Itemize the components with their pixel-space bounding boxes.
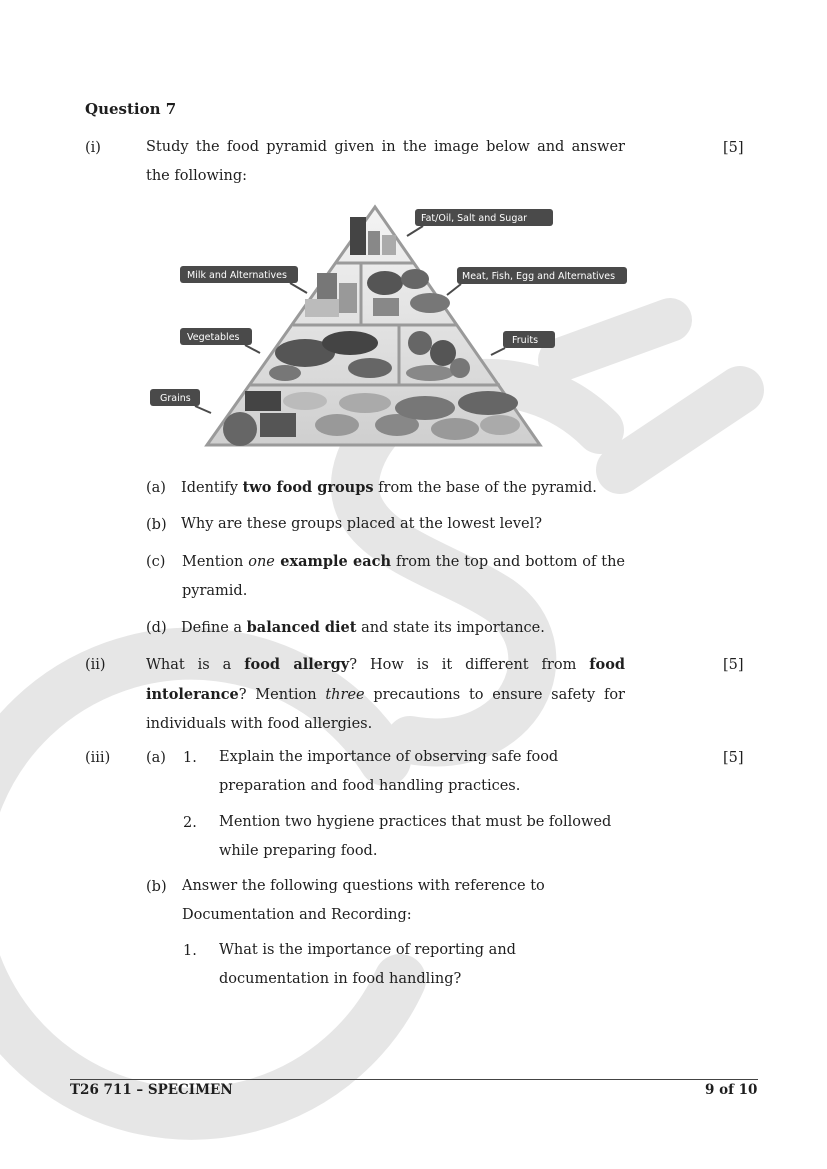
sub-c-number: (c) <box>146 554 166 570</box>
label-milk: Milk and Alternatives <box>187 270 287 281</box>
part-iii-a-number: (a) <box>146 750 166 766</box>
label-fruits: Fruits <box>512 335 539 346</box>
sub-b-number: (b) <box>146 517 167 533</box>
part-iii-b-text: Answer the following questions with reference to Documentation and Recording: <box>182 878 545 923</box>
part-i-number: (i) <box>85 140 101 156</box>
part-iii-a-2-number: 2. <box>183 815 197 831</box>
sub-a-text: Identify two food groups from the base of the pyramid. <box>181 479 597 496</box>
part-i-text: Study the food pyramid given in the image below and answer the following: <box>146 139 625 184</box>
part-ii-number: (ii) <box>85 657 106 673</box>
sub-c-text: Mention one example each from the top and bottom of the pyramid. <box>182 553 625 599</box>
footer-page-number: 9 of 10 <box>705 1082 758 1098</box>
part-iii-marks: [5] <box>723 750 744 766</box>
part-ii-text: What is a food allergy? How is it different from food intolerance? Mention three precautions to ensure safety for individuals with food allergies. <box>146 656 626 732</box>
label-vegetables: Vegetables <box>187 332 240 343</box>
sub-d-number: (d) <box>146 620 167 636</box>
footer-divider <box>70 1079 758 1080</box>
label-grains: Grains <box>160 393 191 404</box>
question-title: Question 7 <box>85 100 177 118</box>
part-i-marks: [5] <box>723 140 744 156</box>
sub-d-text: Define a balanced diet and state its importance. <box>181 619 545 636</box>
part-iii-number: (iii) <box>85 750 111 766</box>
part-iii-a-1-text: Explain the importance of observing safe food preparation and food handling practices. <box>219 749 559 794</box>
label-fat-oil-sugar: Fat/Oil, Salt and Sugar <box>421 213 528 224</box>
part-iii-b-1-number: 1. <box>183 943 197 959</box>
part-iii-a-2-text: Mention two hygiene practices that must be followed while preparing food. <box>219 814 612 859</box>
part-iii-b-number: (b) <box>146 879 167 895</box>
sub-a-number: (a) <box>146 480 166 496</box>
sub-b-text: Why are these groups placed at the lowest level? <box>181 516 543 532</box>
part-iii-a-1-number: 1. <box>183 750 197 766</box>
footer-paper-code: T26 711 – SPECIMEN <box>70 1082 233 1098</box>
part-iii-b-1-text: What is the importance of reporting and documentation in food handling? <box>219 942 516 987</box>
part-ii-marks: [5] <box>723 657 744 673</box>
food-pyramid-image <box>145 203 635 453</box>
label-meat: Meat, Fish, Egg and Alternatives <box>462 271 616 282</box>
